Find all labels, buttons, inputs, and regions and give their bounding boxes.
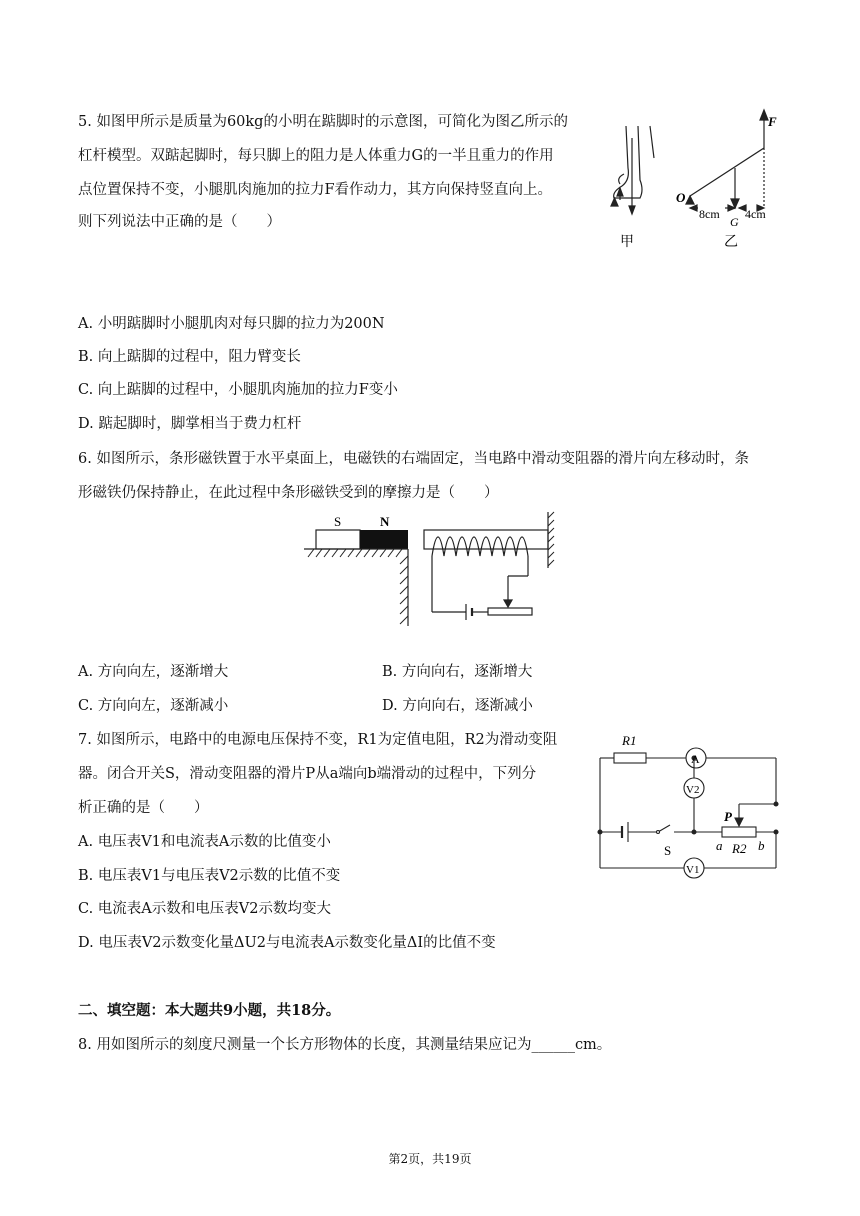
- q7-option-b: B. 电压表V1与电压表V2示数的比值不变: [78, 868, 341, 884]
- distance-label-8cm: 8cm: [699, 207, 720, 221]
- q6-option-b: B. 方向向右，逐渐增大: [382, 664, 533, 680]
- q7-stem-line-1: 7. 如图所示，电路中的电源电压保持不变，R1为定值电阻，R2为滑动变阻: [78, 732, 558, 748]
- circuit-lines: [598, 748, 778, 878]
- terminal-label-b: b: [758, 838, 765, 853]
- voltmeter-label-v2: V2: [686, 784, 700, 796]
- q7-stem-line-3: 析正确的是（ ）: [78, 800, 209, 816]
- q5-figure: [598, 108, 790, 254]
- q5-stem-line-4: 则下列说法中正确的是（ ）: [78, 214, 281, 230]
- q5-stem-line-2: 杠杆模型。双踮起脚时，每只脚上的阻力是人体重力G的一半且重力的作用: [78, 148, 554, 164]
- q5-option-d: D. 踮起脚时，脚掌相当于费力杠杆: [78, 416, 302, 432]
- circuit-wires: [432, 556, 532, 620]
- q5-stem-line-1: 5. 如图甲所示是质量为60kg的小明在踮脚时的示意图，可简化为图乙所示的: [78, 114, 568, 130]
- slider-label-p: P: [724, 809, 732, 824]
- magnet-pole-s: S: [334, 514, 342, 529]
- leg-foot-diagram: [611, 126, 654, 214]
- table-surface: [304, 549, 408, 626]
- gravity-label-g: G: [730, 215, 739, 229]
- page-footer: 第2页，共19页: [388, 1152, 472, 1166]
- q6-figure: [300, 508, 562, 630]
- q6-option-a: A. 方向向左，逐渐增大: [78, 664, 229, 680]
- figure-label-b: 乙: [724, 235, 738, 250]
- q8-stem: 8. 用如图所示的刻度尺测量一个长方形物体的长度，其测量结果应记为______cm。: [78, 1037, 612, 1053]
- q5-option-b: B. 向上踮脚的过程中，阻力臂变长: [78, 349, 301, 365]
- q7-stem-line-2: 器。闭合开关S，滑动变阻器的滑片P从a端向b端滑动的过程中，下列分: [78, 766, 537, 782]
- magnet-pole-n: N: [380, 514, 390, 529]
- q7-option-a: A. 电压表V1和电流表A示数的比值变小: [78, 834, 331, 850]
- q6-option-d: D. 方向向右，逐渐减小: [382, 698, 533, 714]
- bar-magnet: [316, 530, 408, 549]
- q7-circuit-figure: [594, 728, 788, 880]
- q6-stem-line-1: 6. 如图所示，条形磁铁置于水平桌面上，电磁铁的右端固定，当电路中滑动变阻器的滑片向左移动时，条: [78, 451, 749, 467]
- distance-label-4cm: 4cm: [745, 207, 766, 221]
- switch-label-s: S: [664, 843, 672, 858]
- q6-stem-line-2: 形磁铁仍保持静止，在此过程中条形磁铁受到的摩擦力是（ ）: [78, 485, 499, 501]
- q7-option-c: C. 电流表A示数和电压表V2示数均变大: [78, 901, 331, 917]
- q5-option-c: C. 向上踮脚的过程中，小腿肌肉施加的拉力F变小: [78, 382, 398, 398]
- force-label-f: F: [768, 114, 777, 129]
- resistor-label-r1: R1: [622, 733, 637, 748]
- section-heading-fill-in: 二、填空题：本大题共9小题，共18分。: [78, 1002, 341, 1019]
- rheostat-label-r2: R2: [732, 841, 747, 856]
- pivot-label-o: O: [676, 190, 686, 205]
- q5-stem-line-3: 点位置保持不变，小腿肌肉施加的拉力F看作动力，其方向保持竖直向上。: [78, 182, 553, 198]
- lever-diagram: [686, 110, 768, 211]
- electromagnet: [424, 512, 554, 568]
- terminal-label-a: a: [716, 838, 723, 853]
- ammeter-label-a: A: [691, 752, 700, 766]
- q6-option-c: C. 方向向左，逐渐减小: [78, 698, 229, 714]
- voltmeter-label-v1: V1: [686, 864, 700, 876]
- q5-option-a: A. 小明踮脚时小腿肌肉对每只脚的拉力为200N: [78, 316, 385, 332]
- q7-option-d: D. 电压表V2示数变化量ΔU2与电流表A示数变化量ΔI的比值不变: [78, 935, 496, 951]
- figure-label-a: 甲: [620, 235, 634, 250]
